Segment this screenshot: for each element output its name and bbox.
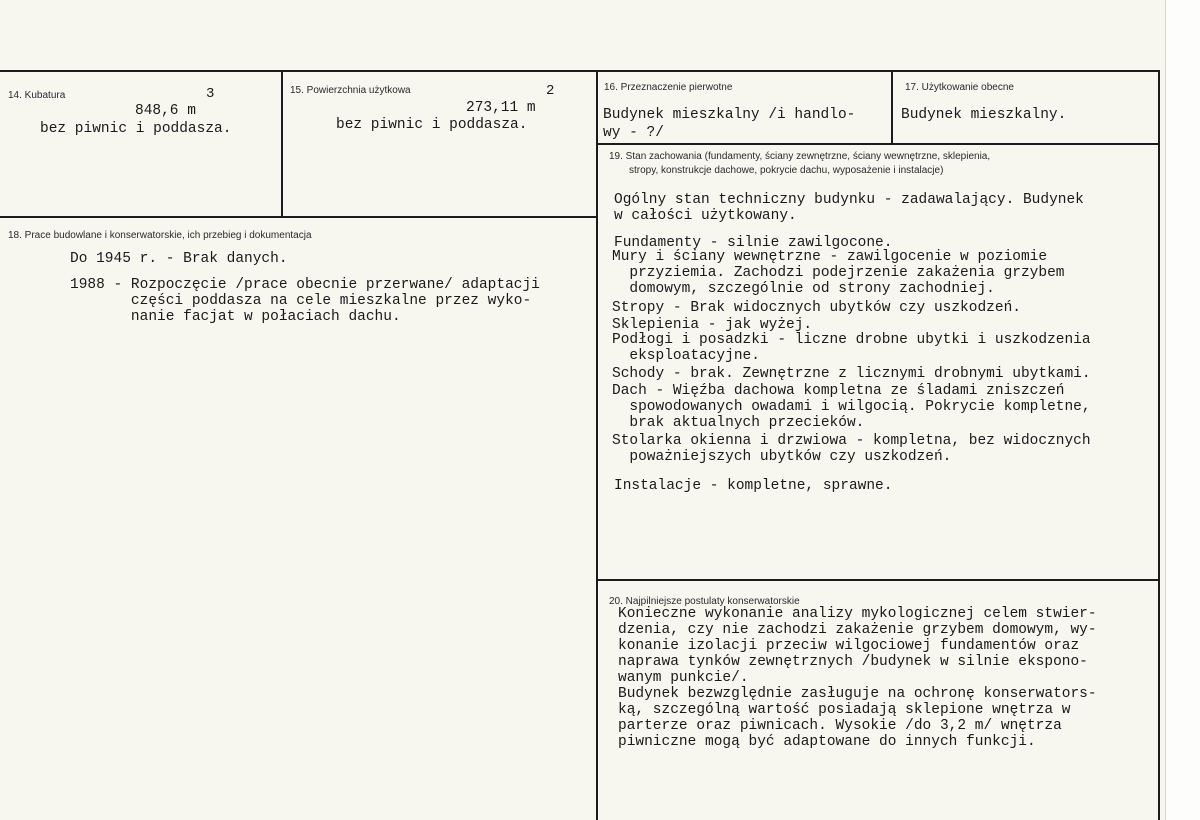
field-19-label-cont: stropy, konstrukcje dachowe, pokrycie dachu, wyposażenie i instalacje): [629, 165, 944, 176]
field-20-line: naprawa tynków zewnętrznych /budynek w silnie ekspono-: [618, 654, 1088, 670]
field-19-line: poważniejszych ubytków czy uszkodzeń.: [612, 449, 952, 465]
field-19-line: Stolarka okienna i drzwiowa - kompletna, bez widocznych: [612, 433, 1091, 449]
field-19-line: w całości użytkowany.: [614, 208, 797, 224]
field-18-label: 18. Prace budowlane i konserwatorskie, ich przebieg i dokumentacja: [8, 230, 312, 241]
field-20-line: parterze oraz piwnicach. Wysokie /do 3,2 m/ wnętrza: [618, 718, 1062, 734]
field-17-value: Budynek mieszkalny.: [901, 107, 1067, 123]
field-15-exponent: 2: [546, 83, 555, 99]
rule-row2-right: [596, 143, 1160, 145]
field-18-line: 1988 - Rozpoczęcie /prace obecnie przerwane/ adaptacji: [70, 277, 540, 293]
field-20-line: konanie izolacji przeciw wilgociowej fundamentów oraz: [618, 638, 1080, 654]
field-19-line: eksploatacyjne.: [612, 348, 760, 364]
field-19-line: brak aktualnych przecieków.: [612, 415, 865, 431]
field-18-line: nanie facjat w połaciach dachu.: [70, 309, 401, 325]
field-19-line: Fundamenty - silnie zawilgocone.: [614, 235, 893, 251]
field-15-value: 273,11 m: [466, 100, 536, 116]
rule-top: [0, 70, 1160, 72]
field-20-line: ką, szczególną wartość posiadają sklepione wnętrza w: [618, 702, 1071, 718]
field-19-line: spowodowanych owadami i wilgocią. Pokrycie kompletne,: [612, 399, 1091, 415]
rule-v2: [596, 70, 598, 820]
field-19-line: Podłogi i posadzki - liczne drobne ubytki i uszkodzenia: [612, 332, 1091, 348]
field-15-note: bez piwnic i poddasza.: [336, 117, 528, 133]
field-19-line: Instalacje - kompletne, sprawne.: [614, 478, 893, 494]
rule-row2-left: [0, 216, 598, 218]
field-19-line: Dach - Więźba dachowa kompletna ze śladami zniszczeń: [612, 383, 1065, 399]
field-20-line: Konieczne wykonanie analizy mykologicznej celem stwier-: [618, 606, 1097, 622]
field-20-label: 20. Najpilniejsze postulaty konserwatorskie: [609, 596, 800, 607]
field-16-value-line1: Budynek mieszkalny /i handlo-: [603, 107, 856, 123]
field-19-line: Stropy - Brak widocznych ubytków czy uszkodzeń.: [612, 300, 1021, 316]
field-14-exponent: 3: [206, 86, 215, 102]
rule-right: [1158, 70, 1160, 820]
rule-row3-right: [596, 579, 1160, 581]
field-14-note: bez piwnic i poddasza.: [40, 121, 232, 137]
page-edge: [1165, 0, 1200, 820]
field-14-label: 14. Kubatura: [8, 90, 66, 101]
field-16-value-line2: wy - ?/: [603, 125, 664, 141]
field-20-line: Budynek bezwzględnie zasługuje na ochronę konserwators-: [618, 686, 1097, 702]
field-19-line: Mury i ściany wewnętrzne - zawilgocenie w poziomie: [612, 249, 1048, 265]
field-18-line: części poddasza na cele mieszkalne przez wyko-: [70, 293, 532, 309]
field-19-line: domowym, szczególnie od strony zachodniej.: [612, 281, 995, 297]
rule-v1: [281, 70, 283, 217]
field-19-label: 19. Stan zachowania (fundamenty, ściany zewnętrzne, ściany wewnętrzne, sklepienia,: [609, 151, 991, 162]
field-15-label: 15. Powierzchnia użytkowa: [290, 85, 411, 96]
rule-v3: [891, 70, 893, 144]
field-20-line: dzenia, czy nie zachodzi zakażenie grzybem domowym, wy-: [618, 622, 1097, 638]
field-19-line: Schody - brak. Zewnętrzne z licznymi drobnymi ubytkami.: [612, 366, 1091, 382]
field-14-value: 848,6 m: [135, 103, 196, 119]
field-20-line: wanym punkcie/.: [618, 670, 749, 686]
field-19-line: Sklepienia - jak wyżej.: [612, 317, 813, 333]
field-16-label: 16. Przeznaczenie pierwotne: [604, 82, 733, 93]
field-17-label: 17. Użytkowanie obecne: [905, 82, 1014, 93]
field-19-line: przyziemia. Zachodzi podejrzenie zakażenia grzybem: [612, 265, 1065, 281]
field-20-line: piwniczne mogą być adaptowane do innych funkcji.: [618, 734, 1036, 750]
field-19-line: Ogólny stan techniczny budynku - zadawalający. Budynek: [614, 192, 1084, 208]
field-18-line: Do 1945 r. - Brak danych.: [70, 251, 288, 267]
